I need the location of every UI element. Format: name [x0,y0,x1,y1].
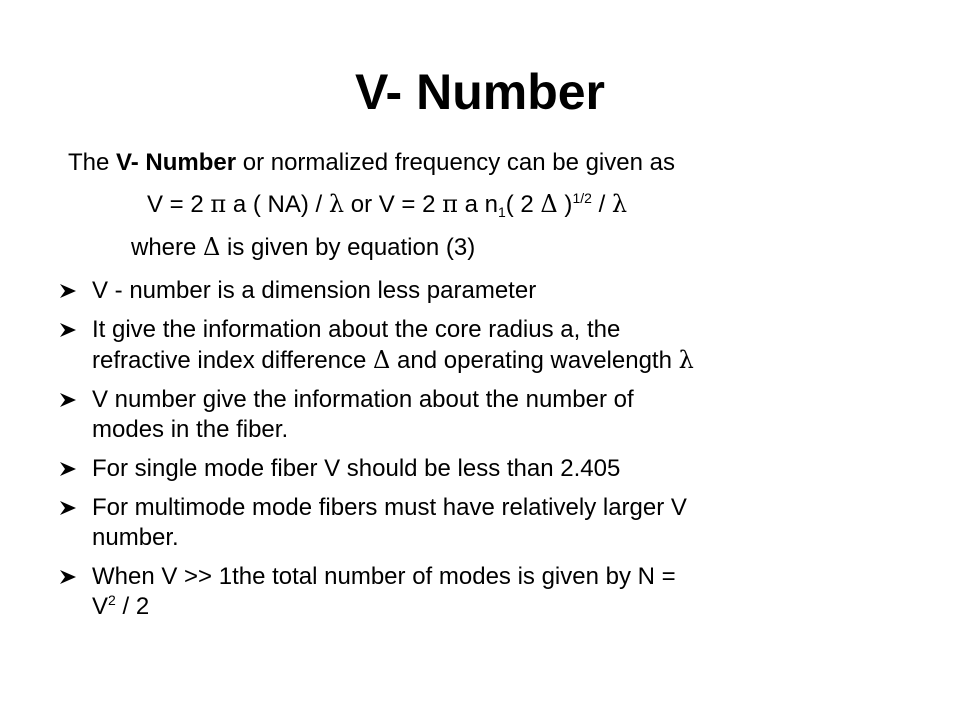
eq-part1: V = 2 [147,191,211,218]
bullet-text: V number give the information about the number of [92,386,634,413]
bullet-text: When V >> 1the total number of modes is given by N = [92,563,676,590]
bullet-text-line2: modes in the fiber. [92,416,289,443]
bullet-text: For multimode mode fibers must have relatively larger V [92,494,687,521]
intro-prefix: The [68,149,117,176]
where-delta: Δ [203,233,221,261]
eq-delta: Δ [540,190,558,218]
intro-bold-term: V- Number [116,149,237,176]
eq-part7: / [591,191,612,218]
eq-lambda: λ [328,190,345,218]
slide-title: V- Number [354,64,606,120]
eq-subscript: 1 [497,204,506,220]
bullet-item [60,454,920,484]
delta-symbol: Δ [373,346,391,374]
arrow-bullet-icon [60,462,76,476]
arrow-bullet-icon [60,323,76,337]
intro-line [68,148,675,178]
bullet-text-line2 [92,592,920,622]
where-part1: where [131,234,204,261]
eq-part5: ( 2 [505,191,541,218]
bullet-text-part: and operating wavelength [390,347,679,374]
where-line [131,232,475,263]
bullet-text: V - number is a dimension less parameter [92,277,537,304]
eq-pi: π [442,190,458,218]
arrow-bullet-icon [60,393,76,407]
eq-lambda: λ [611,190,628,218]
eq-part2: a ( NA) / [226,191,329,218]
bullet-item [60,276,920,306]
eq-superscript: 1/2 [572,190,592,206]
bullet-item [60,315,920,376]
bullet-item [60,385,920,445]
arrow-bullet-icon [60,501,76,515]
bullet-text-line2 [92,345,920,376]
bullet-text-line2: number. [92,524,179,551]
superscript: 2 [108,592,116,608]
bullet-text-part: V [92,593,109,620]
eq-pi: π [210,190,227,218]
bullet-text-part: / 2 [115,593,150,620]
arrow-bullet-icon [60,570,76,584]
bullet-text: It give the information about the core radius a, the [92,316,621,343]
eq-part4: a n [457,191,498,218]
equation-line [147,189,627,220]
bullet-text-part: refractive index difference [92,347,374,374]
lambda-symbol: λ [678,346,694,374]
bullet-list [60,276,920,631]
intro-suffix: or normalized frequency can be given as [236,149,675,176]
eq-part3: or V = 2 [344,191,443,218]
where-part2: is given by equation (3) [220,234,476,261]
eq-part6: ) [557,191,573,218]
arrow-bullet-icon [60,284,76,298]
bullet-item [60,493,920,553]
bullet-item [60,562,920,622]
bullet-text: For single mode fiber V should be less than 2.405 [92,455,621,482]
